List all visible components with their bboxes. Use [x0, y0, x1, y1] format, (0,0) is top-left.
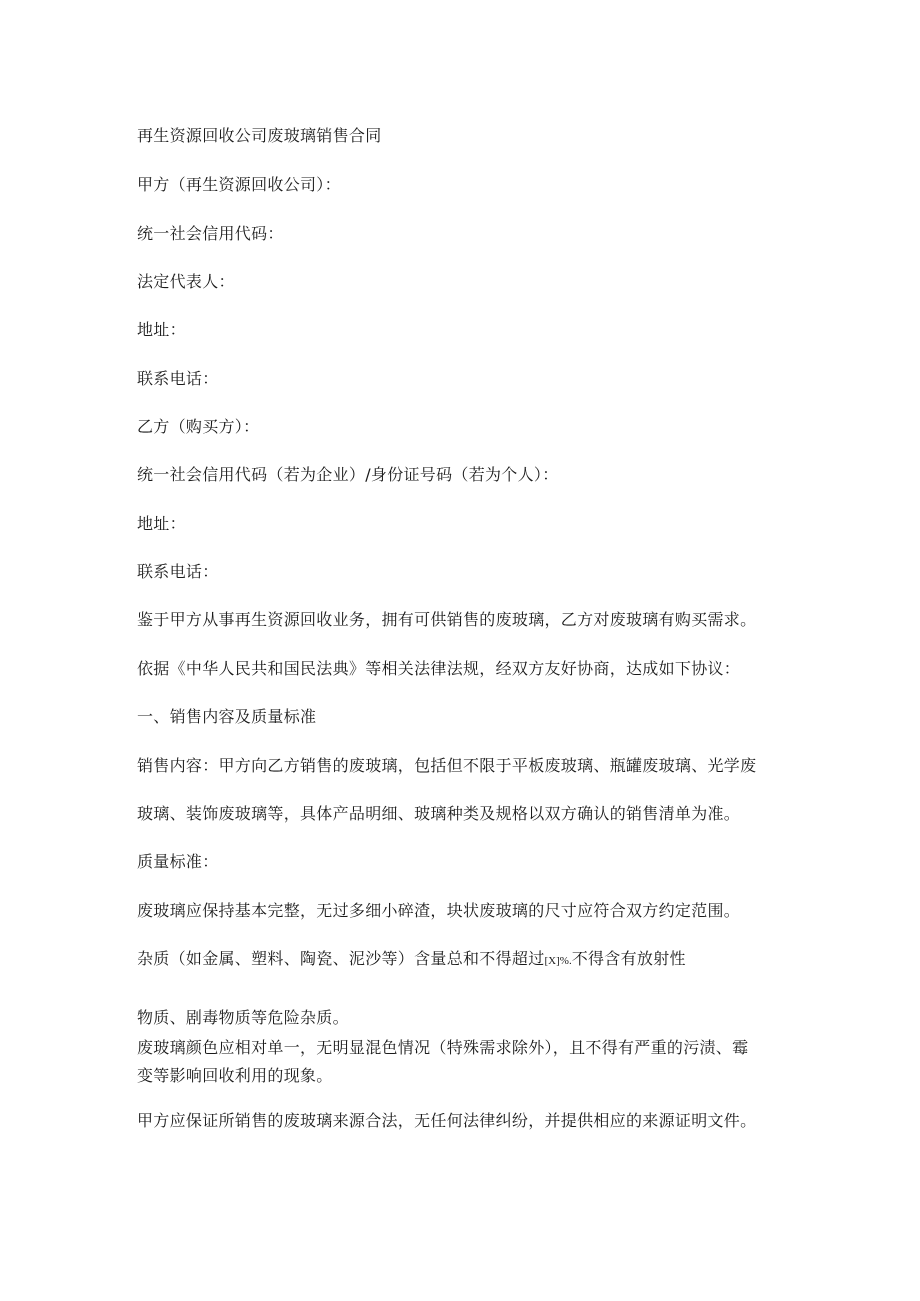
quality-clause: 变等影响回收利用的现象。: [137, 1066, 333, 1085]
preamble-paragraph: 依据《中华人民共和国民法典》等相关法律法规，经双方友好协商，达成如下协议：: [137, 659, 741, 678]
party-a-credit-code: 统一社会信用代码：: [137, 224, 284, 243]
legality-clause: 甲方应保证所销售的废玻璃来源合法，无任何法律纠纷，并提供相应的来源证明文件。: [137, 1111, 757, 1130]
quality-clause: 物质、剧毒物质等危险杂质。: [137, 1008, 349, 1027]
quality-heading: 质量标准：: [137, 852, 219, 871]
quality-clause-text: 杂质（如金属、塑料、陶瓷、泥沙等）含量总和不得超过: [137, 949, 545, 968]
quality-clause: [137, 949, 686, 971]
sales-content-line: 玻璃、装饰废玻璃等，具体产品明细、玻璃种类及规格以双方确认的销售清单为准。: [137, 804, 741, 823]
party-a-address: 地址：: [137, 320, 186, 339]
impurity-percent-placeholder: [X]%.: [544, 955, 572, 967]
sales-content-line: 销售内容：甲方向乙方销售的废玻璃，包括但不限于平板废玻璃、瓶罐废玻璃、光学废: [137, 756, 757, 775]
party-a-legal-rep: 法定代表人：: [137, 272, 235, 291]
document-title: 再生资源回收公司废玻璃销售合同: [137, 126, 382, 145]
quality-clause: 废玻璃颜色应相对单一，无明显混色情况（特殊需求除外），且不得有严重的污渍、霉: [137, 1038, 749, 1057]
party-b-phone: 联系电话：: [137, 562, 219, 581]
quality-clause-text: 不得含有放射性: [571, 949, 686, 968]
party-a-heading: 甲方（再生资源回收公司）：: [137, 175, 341, 194]
party-b-heading: 乙方（购买方）：: [137, 417, 260, 436]
quality-clause: 废玻璃应保持基本完整，无过多细小碎渣，块状废玻璃的尺寸应符合双方约定范围。: [137, 901, 741, 920]
section-heading: 一、销售内容及质量标准: [137, 707, 317, 726]
preamble-paragraph: 鉴于甲方从事再生资源回收业务，拥有可供销售的废玻璃，乙方对废玻璃有购买需求。: [137, 610, 757, 629]
party-a-phone: 联系电话：: [137, 369, 219, 388]
party-b-address: 地址：: [137, 514, 186, 533]
party-b-id-code: 统一社会信用代码（若为企业）/身份证号码（若为个人）：: [137, 465, 559, 484]
